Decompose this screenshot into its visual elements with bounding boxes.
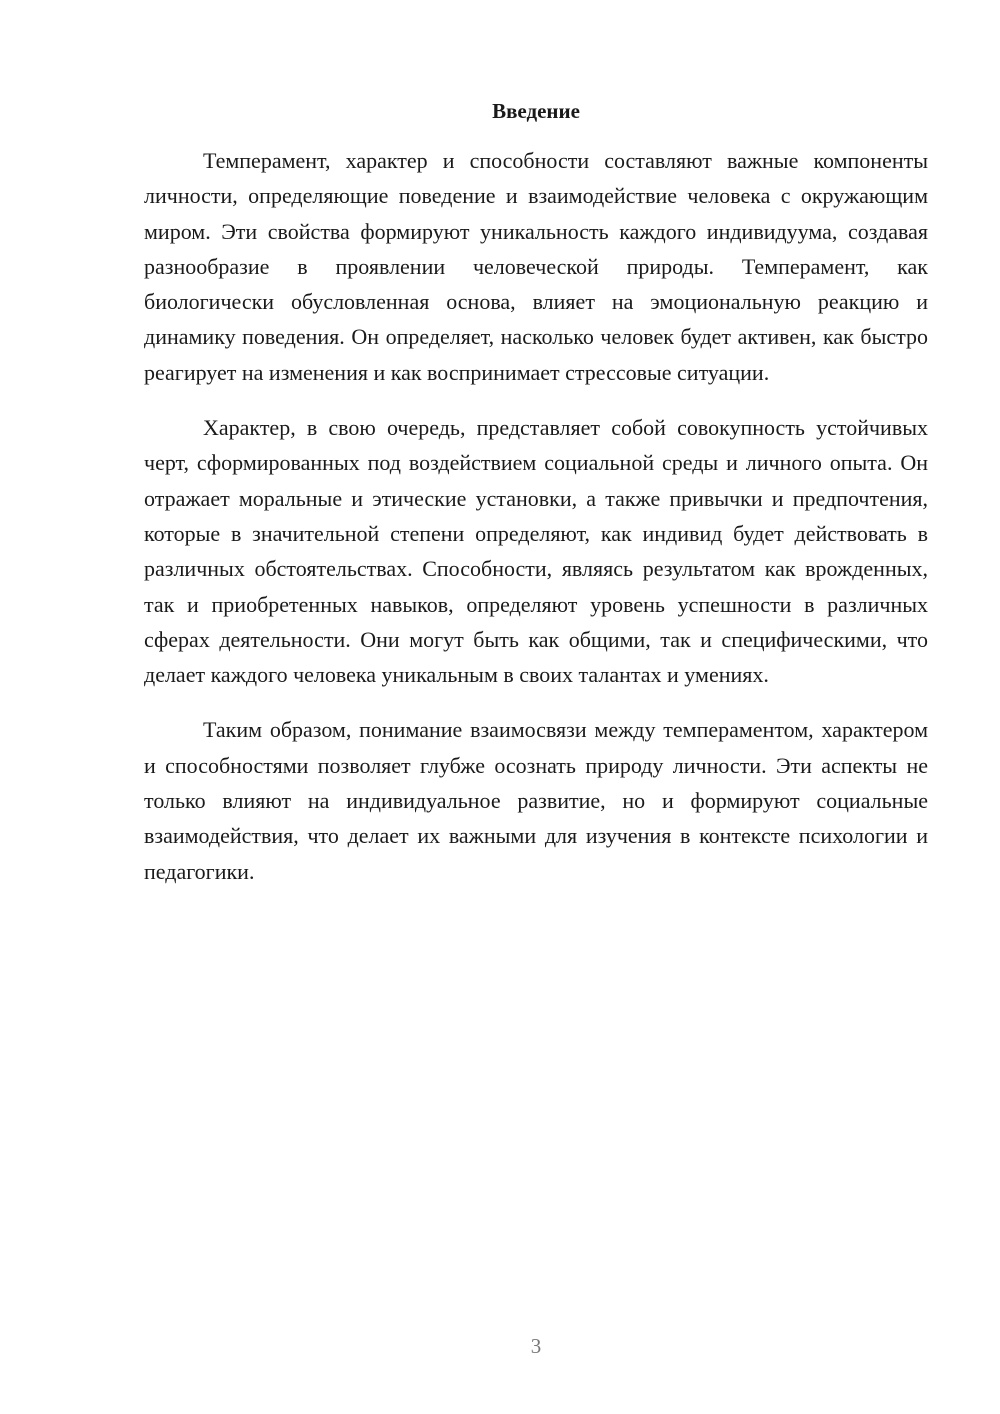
section-title: Введение [492,99,580,123]
page-number: 3 [530,1334,542,1358]
paragraph-conclusion: Таким образом, понимание взаимосвязи между темпераментом, характером и способностями позволяет глубже осознать природу личности. Эти аспекты не только влияют на индивидуальное развитие, но и формируют социальные взаимодействия, что делает их важными для изучения в контексте психологии и педагогики. [144,717,928,884]
body-text [144,143,928,909]
paragraph-character: Характер, в свою очередь, представляет собой совокупность устойчивых черт, сформированных под воздействием социальной среды и личного опыта. Он отражает моральные и этические установки, а также привычки и предпочтения, которые в значительной степени определяют, как индивид будет действовать в различных обстоятельствах. Способности, являясь результатом как врожденных, так и приобретенных навыков, определяют уровень успешности в различных сферах деятельности. Они могут быть как общими, так и специфическими, что делает каждого человека уникальным в своих талантах и умениях. [144,415,928,688]
paragraph-temperament: Темперамент, характер и способности составляют важные компоненты личности, определяющие поведение и взаимодействие человека с окружающим миром. Эти свойства формируют уникальность каждого индивидуума, создавая разнообразие в проявлении человеческой природы. Темперамент, как биологически обусловленная основа, влияет на эмоциональную реакцию и динамику поведения. Он определяет, насколько человек будет активен, как быстро реагирует на изменения и как воспринимает стрессовые ситуации. [144,148,928,385]
